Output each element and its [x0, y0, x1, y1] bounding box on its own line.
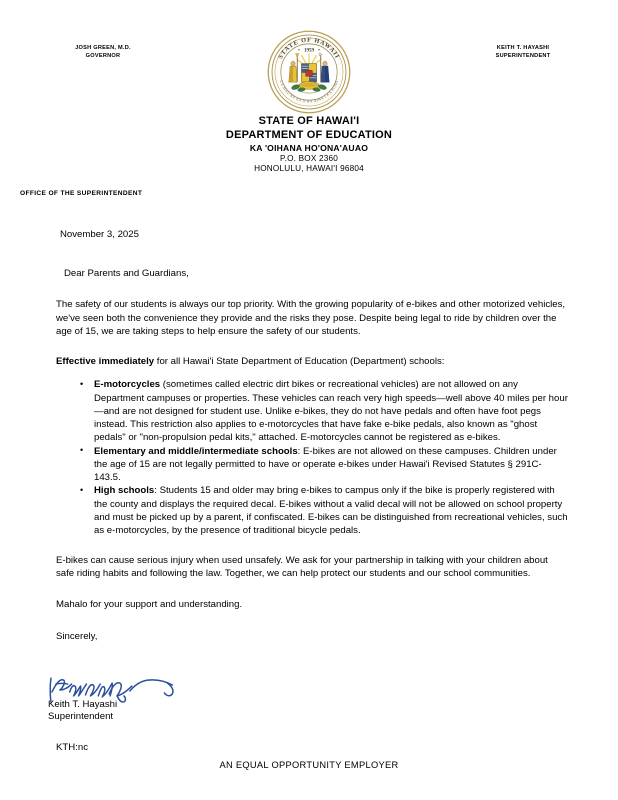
signature-block — [48, 672, 298, 724]
state-of-hawaii-seal-icon — [267, 30, 351, 114]
governor-name: JOSH GREEN, M.D. — [75, 45, 131, 51]
list-item — [56, 484, 568, 537]
bullet-label-1: Elementary and middle/intermediate schools — [94, 445, 298, 457]
mahalo-line: Mahalo for your support and understanding. — [56, 598, 243, 610]
typist-initials: KTH:nc — [56, 742, 88, 753]
list-item — [56, 378, 568, 444]
superintendent-name: KEITH T. HAYASHI — [496, 45, 550, 51]
letterhead — [0, 0, 618, 174]
svg-text:STATE OF HAWAII: STATE OF HAWAII — [277, 36, 341, 61]
letter-date: November 3, 2025 — [60, 229, 139, 240]
sincerely-line: Sincerely, — [56, 630, 98, 642]
agency-line-1: STATE OF HAWAI'I — [258, 115, 360, 127]
superintendent-block — [448, 44, 598, 61]
state-seal — [267, 30, 351, 114]
letter-body — [56, 228, 568, 643]
effective-immediately-rest: for all Hawai'i State Department of Education (Department) schools: — [154, 356, 445, 368]
policy-bullet-list — [56, 378, 568, 537]
list-item — [56, 445, 568, 485]
superintendent-title: SUPERINTENDENT — [495, 53, 551, 60]
governor-title: GOVERNOR — [85, 53, 121, 60]
bullet-text-0: (sometimes called electric dirt bikes or recreational vehicles) are not allowed on any Department campuses or properties. These vehicles can reach very high speeds—well above 40 miles per hour—and are not designed for student use. Unlike e-bikes, they do not have pedals and often have foot pegs instead. This restriction also applies to e-motorcycles that have fake e-bike pedals, also known as "ghost pedals" or "non-propulsion pedal kits," attached. E-motorcycles cannot be registered as e-bikes. — [94, 379, 568, 444]
governor-block — [28, 44, 178, 61]
signer-title: Superintendent — [48, 711, 114, 723]
closing-paragraph: E-bikes can cause serious injury when used unsafely. We ask for your partnership in talking with your children about safe riding habits and following the law. Together, we can help protect our students and our school communities. — [56, 555, 548, 580]
bullet-text-1: : E-bikes are not allowed on these campuses. Children under the age of 15 are not legally permitted to have or operate e-bikes under Hawai'i Revised Statutes § 291C-143.5. — [94, 445, 557, 484]
bullet-label-0: E-motorcycles — [94, 379, 161, 391]
agency-line-2: DEPARTMENT OF EDUCATION — [225, 129, 393, 142]
effective-immediately-line — [56, 355, 568, 368]
svg-text:UA MAU KE EA O KA AINA I KA PO: UA MAU KE EA O KA AINA I KA PONO — [278, 79, 340, 104]
signer-name: Keith T. Hayashi — [48, 699, 118, 710]
office-of-the-superintendent-label: OFFICE OF THE SUPERINTENDENT — [20, 190, 143, 197]
agency-city-zip: HONOLULU, HAWAI'I 96804 — [254, 164, 364, 174]
svg-text:1959: 1959 — [303, 48, 315, 54]
agency-heading — [0, 114, 618, 175]
effective-immediately-bold: Effective immediately — [56, 356, 155, 368]
intro-paragraph: The safety of our students is always our top priority. With the growing popularity of e-bikes and other motorized vehicles, we've seen both the convenience they provide and the risks they pose. Despite being legal to ride by children over the age of 15, we are taking steps to help ensure the safety of our students. — [56, 299, 566, 337]
bullet-label-2: High schools — [94, 485, 155, 497]
equal-opportunity-footer: AN EQUAL OPPORTUNITY EMPLOYER — [219, 760, 399, 770]
agency-po-box: P.O. BOX 2360 — [280, 153, 338, 163]
letter-salutation: Dear Parents and Guardians, — [64, 268, 189, 280]
agency-line-3-hawaiian: KA 'OIHANA HO'ONA'AUAO — [249, 142, 369, 153]
bullet-text-2: : Students 15 and older may bring e-bikes to campus only if the bike is properly registered with the county and displays the required decal. E-bikes without a valid decal will not be allowed on school property and must be picked up by a parent, if confiscated. E-bikes can be distinguished from recreational vehicles, such as e-motorcycles, by the presence of traditional bicycle pedals. — [94, 485, 568, 536]
